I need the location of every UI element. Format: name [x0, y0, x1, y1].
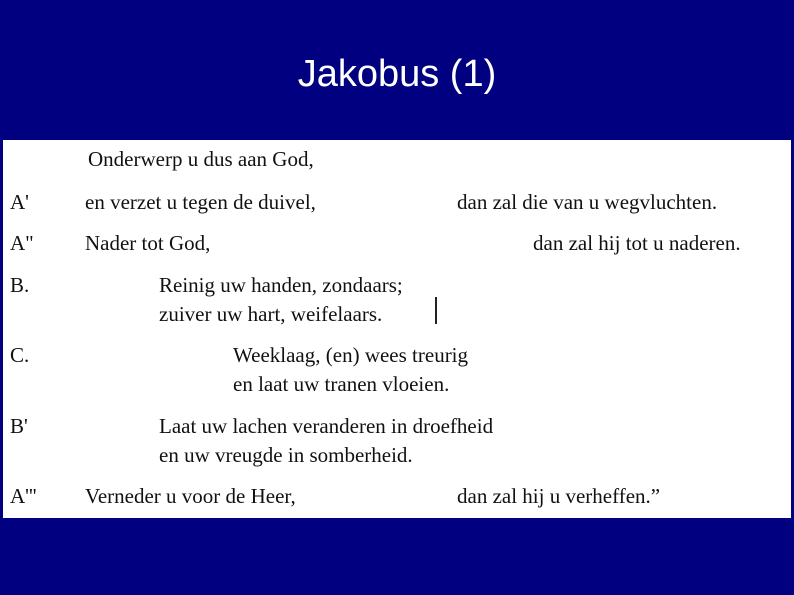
intro-line: Onderwerp u dus aan God,	[88, 147, 314, 171]
row-b-prime-line-1: Laat uw lachen veranderen in droefheid	[159, 414, 494, 438]
row-b-line-2: zuiver uw hart, weifelaars.	[159, 302, 383, 326]
row-a1-right: dan zal die van u wegvluchten.	[457, 190, 718, 214]
row-b-prime-line-2: en uw vreugde in somberheid.	[159, 443, 413, 467]
row-c-line-1: Weeklaag, (en) wees treurig	[233, 343, 469, 367]
row-a2-left: Nader tot God,	[85, 231, 211, 255]
text-cursor	[435, 297, 437, 324]
row-c-line-2: en laat uw tranen vloeien.	[233, 372, 450, 396]
row-label-a1: A'	[10, 190, 29, 214]
row-b-line-1: Reinig uw handen, zondaars;	[159, 273, 403, 297]
row-label-b: B.	[10, 273, 30, 297]
slide-title: Jakobus (1)	[297, 53, 497, 95]
row-label-a3: A'''	[10, 484, 37, 508]
row-label-b-prime: B'	[10, 414, 28, 438]
row-a3-left: Verneder u voor de Heer,	[85, 484, 296, 508]
row-label-a2: A"	[10, 231, 34, 255]
row-a1-left: en verzet u tegen de duivel,	[85, 190, 316, 214]
row-label-c: C.	[10, 343, 30, 367]
row-a2-right: dan zal hij tot u naderen.	[533, 231, 741, 255]
row-a3-right: dan zal hij u verheffen.”	[457, 484, 661, 508]
